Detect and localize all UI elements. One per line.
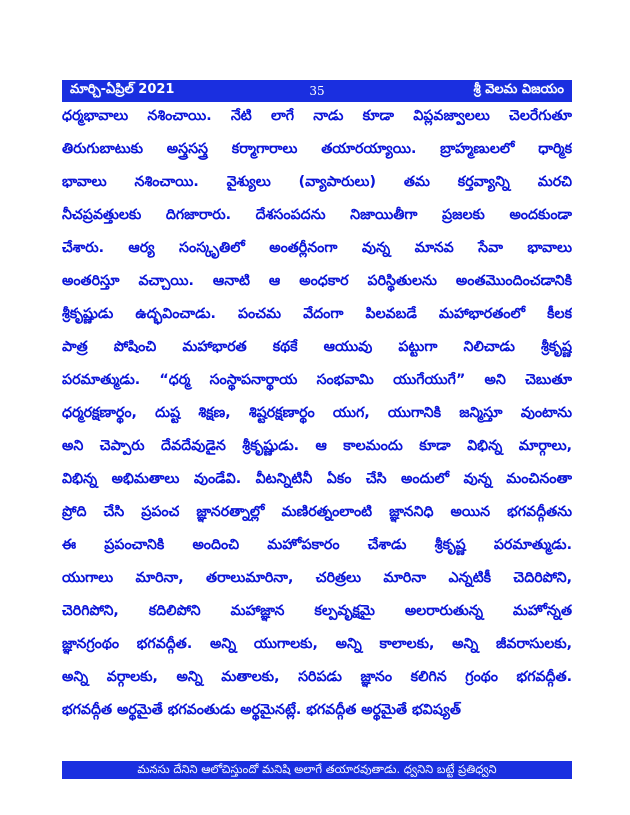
text-line: ఈ ప్రపంచానికి అందించి మహోపకారం చేశాడు శ్రీకృష్ణ పరమాత్ముడు.: [62, 537, 572, 553]
text-line: అన్ని వర్గాలకు, అన్ని మతాలకు, సరిపడు జ్ఞానం కలిగిన గ్రంథం భగవద్గీత.: [62, 669, 572, 685]
text-line: చెరిగిపోని, కదిలిపోని మహాజ్ఞాన కల్పవృక్షమై అలరారుతున్న మహోన్నత: [62, 603, 572, 619]
footer-quote: మనసు దేనిని ఆలోచిస్తుందో మనిషి అలాగే తయారవుతాడు. ధ్వనిని బట్టే ప్రతిధ్వని: [137, 761, 497, 776]
text-line: ధర్మరక్షణార్థం, దుష్ట శిక్షణ, శిష్టరక్షణార్థం యుగ, యుగానికి జన్మిస్తూ వుంటాను: [62, 405, 572, 421]
text-line: అని చెప్పారు దేవదేవుడైన శ్రీకృష్ణుడు. ఆ కాలమందు కూడా విభిన్న మార్గాలు,: [62, 438, 572, 454]
issue-date: మార్చి-ఏప్రిల్ 2021: [70, 82, 175, 97]
page-header: [62, 80, 572, 102]
text-line: పరమాత్ముడు. “ధర్మ సంస్థాపనార్థాయ సంభవామి యుగేయుగే” అని చెబుతూ: [62, 372, 572, 388]
article-body: [62, 100, 572, 727]
text-line: చేశారు. ఆర్య సంస్కృతిలో అంతర్లీనంగా వున్న మానవ సేవా భావాలు: [62, 240, 572, 256]
text-line: భావాలు నశించాయి. వైశ్యులు (వ్యాపారులు) తమ కర్తవ్యాన్ని మరచి: [62, 174, 572, 190]
text-line: అంతరిస్తూ వచ్చాయి. ఆనాటి ఆ అంధకార పరిస్థితులను అంతమొందించడానికి: [62, 273, 572, 289]
page-footer: [62, 761, 572, 779]
text-line: ప్రోది చేసి ప్రపంచ జ్ఞానరత్నాల్లో మణిరత్నంలాంటి జ్ఞాననిధి అయిన భగవద్గీతను: [62, 504, 572, 520]
text-line: భగవద్గీత అర్థమైతే భగవంతుడు అర్థమైనట్లే. భగవద్గీత అర్థమైతే భవిష్యత్: [62, 702, 461, 718]
text-line: యుగాలు మారినా, తరాలుమారినా, చరిత్రలు మారినా ఎన్నటికీ చెదిరిపోని,: [62, 570, 572, 586]
page-number: 35: [309, 84, 325, 98]
magazine-title: శ్రీ వెలమ విజయం: [473, 82, 564, 97]
text-line: విభిన్న అభిమతాలు వుండేవి. వీటన్నిటినీ ఏకం చేసి అందులో వున్న మంచినంతా: [62, 471, 572, 487]
text-line: ధర్మభావాలు నశించాయి. నేటి లాగే నాడు కూడా విప్లవజ్వాలలు చెలరేగుతూ: [62, 108, 572, 124]
text-line: శ్రీకృష్ణుడు ఉద్భవించాడు. పంచమ వేదంగా పిలవబడే మహాభారతంలో కీలక: [62, 306, 572, 322]
text-line: జ్ఞానగ్రంథం భగవద్గీత. అన్ని యుగాలకు, అన్ని కాలాలకు, అన్ని జీవరాసులకు,: [62, 636, 572, 652]
text-line: నీచప్రవత్తులకు దిగజారారు. దేశసంపదను నిజాయితీగా ప్రజలకు అందకుండా: [62, 207, 572, 223]
text-line: తిరుగుబాటుకు అస్త్రసస్త్ర కర్మాగారాలు తయారయ్యాయి. బ్రాహ్మణులలో ధార్మిక: [62, 141, 572, 157]
text-line: పాత్ర పోషించి మహాభారత కథకే ఆయువు పట్టుగా నిలిచాడు శ్రీకృష్ణ: [62, 339, 572, 355]
